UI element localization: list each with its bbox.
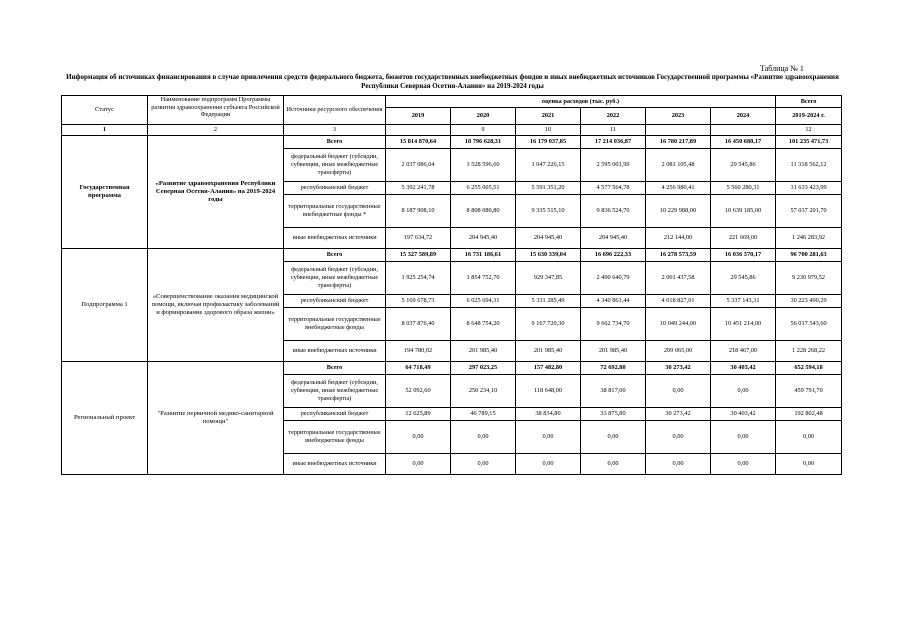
value-cell: 0,00 [581, 454, 646, 475]
value-cell: 8 187 908,10 [386, 195, 451, 228]
value-cell: 118 648,00 [516, 375, 581, 408]
year-header: 2020 [451, 108, 516, 125]
value-cell: 15 327 589,89 [386, 249, 451, 262]
source-cell-federal: федеральный бюджет (субсидии, субвенции, иные межбюджетные трансферты) [284, 149, 386, 182]
value-cell: 5 169 678,73 [386, 295, 451, 308]
value-cell: 0,00 [386, 421, 451, 454]
value-cell: 0,00 [516, 421, 581, 454]
value-cell: 0,00 [451, 421, 516, 454]
value-cell: 221 669,00 [711, 228, 776, 249]
table-body [62, 136, 842, 475]
value-cell: 16 036 370,17 [711, 249, 776, 262]
value-cell: 15 630 339,04 [516, 249, 581, 262]
value-cell: 4 577 564,78 [581, 182, 646, 195]
estimate-header: оценка расходов (тыс. руб.) [386, 96, 776, 108]
table-header [62, 96, 842, 136]
value-cell: 5 560 280,31 [711, 182, 776, 195]
value-cell: 0,00 [646, 421, 711, 454]
table-row [62, 249, 842, 262]
column-number: 12 [776, 125, 842, 136]
value-cell: 0,00 [451, 454, 516, 475]
value-cell: 46 789,15 [451, 408, 516, 421]
table-number-label: Таблица № 1 [760, 64, 804, 73]
value-cell: 6 255 005,51 [451, 182, 516, 195]
value-cell: 0,00 [711, 421, 776, 454]
value-cell: 16 179 037,85 [516, 136, 581, 149]
value-cell: 5 331 285,49 [516, 295, 581, 308]
value-cell: 218 467,00 [711, 341, 776, 362]
value-cell: 194 780,02 [386, 341, 451, 362]
value-cell: 201 985,40 [451, 341, 516, 362]
table-row [62, 136, 842, 149]
year-header: 2024 [711, 108, 776, 125]
total-value-cell: 459 791,70 [776, 375, 842, 408]
column-number: 10 [516, 125, 581, 136]
value-cell: 0,00 [581, 421, 646, 454]
total-value-cell: 56 017 543,60 [776, 308, 842, 341]
value-cell: 201 985,40 [581, 341, 646, 362]
total-value-cell: 1 246 283,92 [776, 228, 842, 249]
column-number: 11 [581, 125, 646, 136]
value-cell: 15 814 870,64 [386, 136, 451, 149]
total-value-cell: 31 633 423,99 [776, 182, 842, 195]
value-cell: 209 065,00 [646, 341, 711, 362]
value-cell: 17 214 036,87 [581, 136, 646, 149]
value-cell: 4 018 827,01 [646, 295, 711, 308]
value-cell: 5 392 241,78 [386, 182, 451, 195]
value-cell: 8 648 754,20 [451, 308, 516, 341]
source-cell-funds: территориальные государственные внебюджетные фонды * [284, 195, 386, 228]
total-value-cell: 652 594,18 [776, 362, 842, 375]
column-number: 1 [62, 125, 148, 136]
source-cell-total: Всего [284, 362, 386, 375]
value-cell: 297 023,25 [451, 362, 516, 375]
year-header: 2021 [516, 108, 581, 125]
value-cell: 0,00 [516, 454, 581, 475]
year-header: 2022 [581, 108, 646, 125]
column-number: 3 [284, 125, 386, 136]
table-row [62, 362, 842, 375]
value-cell: 30 273,42 [646, 408, 711, 421]
value-cell: 29 545,86 [711, 149, 776, 182]
column-number [386, 125, 451, 136]
value-cell: 72 692,80 [581, 362, 646, 375]
total-value-cell: 192 802,48 [776, 408, 842, 421]
sources-header: Источники ресурсного обеспечения [284, 96, 386, 125]
value-cell: 0,00 [646, 454, 711, 475]
value-cell: 1 854 752,70 [451, 262, 516, 295]
value-cell: 0,00 [711, 454, 776, 475]
total-value-cell: 96 700 281,63 [776, 249, 842, 262]
source-cell-other: иные внебюджетных источники [284, 341, 386, 362]
value-cell: 9 836 524,70 [581, 195, 646, 228]
total-header: Всего [776, 96, 842, 108]
program-name-cell: «Совершенствование оказания медицинской помощи, включая профилактику заболеваний и формирование здорового образа жизни» [148, 249, 284, 362]
value-cell: 5 591 351,20 [516, 182, 581, 195]
value-cell: 16 696 222,33 [581, 249, 646, 262]
value-cell: 10 639 185,00 [711, 195, 776, 228]
total-value-cell: 30 223 490,29 [776, 295, 842, 308]
value-cell: 197 634,72 [386, 228, 451, 249]
source-cell-federal: федеральный бюджет (субсидии, субвенции, иные межбюджетные трансферты) [284, 262, 386, 295]
value-cell: 3 528 596,60 [451, 149, 516, 182]
source-cell-total: Всего [284, 136, 386, 149]
total-value-cell: 0,00 [776, 454, 842, 475]
source-cell-republic: республиканский бюджет [284, 295, 386, 308]
value-cell: 10 451 214,00 [711, 308, 776, 341]
value-cell: 38 834,80 [516, 408, 581, 421]
value-cell: 204 945,40 [516, 228, 581, 249]
value-cell: 16 780 217,89 [646, 136, 711, 149]
document-heading: Информация об источниках финансирования в случае привлечения средств федерального бюджета, бюжетов государственных внебюджетных фондов и иных внебюджетных источников Государственной программы «Развитие здравоохранения Республики Северная Осетия-Алания» на 2019-2024 годы [66, 73, 839, 90]
value-cell: 30 273,42 [646, 362, 711, 375]
value-cell: 16 278 573,59 [646, 249, 711, 262]
value-cell: 2 037 086,04 [386, 149, 451, 182]
value-cell: 8 808 080,80 [451, 195, 516, 228]
value-cell: 10 229 988,00 [646, 195, 711, 228]
column-number [646, 125, 711, 136]
year-header: 2023 [646, 108, 711, 125]
value-cell: 2 001 437,58 [646, 262, 711, 295]
value-cell: 30 403,42 [711, 408, 776, 421]
value-cell: 250 234,10 [451, 375, 516, 408]
program-name-cell: «Развитие здравоохранения Республики Северная Осетия-Алания» на 2019-2024 годы [148, 136, 284, 249]
value-cell: 2 081 105,48 [646, 149, 711, 182]
total-value-cell: 1 228 268,22 [776, 341, 842, 362]
name-header: Наименование подпрограмм Программы развития здравоохранения субъекта Российской Федерации [148, 96, 284, 125]
value-cell: 1 925 254,74 [386, 262, 451, 295]
value-cell: 16 731 186,61 [451, 249, 516, 262]
value-cell: 30 403,42 [711, 362, 776, 375]
column-number: 9 [451, 125, 516, 136]
value-cell: 64 718,49 [386, 362, 451, 375]
total-value-cell: 0,00 [776, 421, 842, 454]
financing-table [61, 95, 842, 475]
value-cell: 9 167 720,30 [516, 308, 581, 341]
value-cell: 8 037 876,40 [386, 308, 451, 341]
source-cell-total: Всего [284, 249, 386, 262]
total-period-header: 2019-2024 г. [776, 108, 842, 125]
value-cell: 4 340 861,44 [581, 295, 646, 308]
source-cell-other: иные внебюджетных источники [284, 228, 386, 249]
source-cell-republic: республиканский бюджет [284, 408, 386, 421]
total-value-cell: 9 230 979,52 [776, 262, 842, 295]
source-cell-funds: территориальные государственные внебюджетные фонды [284, 421, 386, 454]
value-cell: 6 025 694,31 [451, 295, 516, 308]
value-cell: 0,00 [711, 375, 776, 408]
status-cell: Региональный проект [62, 362, 148, 475]
value-cell: 38 817,00 [581, 375, 646, 408]
column-number: 2 [148, 125, 284, 136]
value-cell: 0,00 [646, 375, 711, 408]
value-cell: 201 985,40 [516, 341, 581, 362]
value-cell: 204 945,40 [451, 228, 516, 249]
value-cell: 16 450 680,17 [711, 136, 776, 149]
value-cell: 0,00 [386, 454, 451, 475]
value-cell: 18 796 628,31 [451, 136, 516, 149]
value-cell: 9 335 515,10 [516, 195, 581, 228]
value-cell: 5 337 143,31 [711, 295, 776, 308]
value-cell: 12 625,89 [386, 408, 451, 421]
source-cell-funds: территориальные государственные внебюджетные фонды [284, 308, 386, 341]
source-cell-federal: федеральный бюджет (субсидии, субвенции, иные межбюджетные трансферты) [284, 375, 386, 408]
value-cell: 157 482,80 [516, 362, 581, 375]
value-cell: 33 875,80 [581, 408, 646, 421]
value-cell: 9 662 734,70 [581, 308, 646, 341]
total-value-cell: 57 037 201,70 [776, 195, 842, 228]
source-cell-republic: республиканский бюджет [284, 182, 386, 195]
value-cell: 929 347,85 [516, 262, 581, 295]
status-cell: Подпрограмма 1 [62, 249, 148, 362]
total-value-cell: 11 318 562,12 [776, 149, 842, 182]
source-cell-other: иные внебюджетных источники [284, 454, 386, 475]
program-name-cell: "Развитие первичной медико-санитарной помощи" [148, 362, 284, 475]
value-cell: 2 595 001,99 [581, 149, 646, 182]
value-cell: 212 144,00 [646, 228, 711, 249]
value-cell: 204 945,40 [581, 228, 646, 249]
value-cell: 29 545,86 [711, 262, 776, 295]
value-cell: 2 490 640,79 [581, 262, 646, 295]
year-header: 2019 [386, 108, 451, 125]
value-cell: 10 049 244,00 [646, 308, 711, 341]
value-cell: 52 092,60 [386, 375, 451, 408]
column-number-row [62, 125, 842, 136]
status-header: Статус [62, 96, 148, 125]
column-number [711, 125, 776, 136]
value-cell: 4 256 980,41 [646, 182, 711, 195]
value-cell: 1 047 226,15 [516, 149, 581, 182]
status-cell: Государственная программа [62, 136, 148, 249]
total-value-cell: 101 235 471,73 [776, 136, 842, 149]
